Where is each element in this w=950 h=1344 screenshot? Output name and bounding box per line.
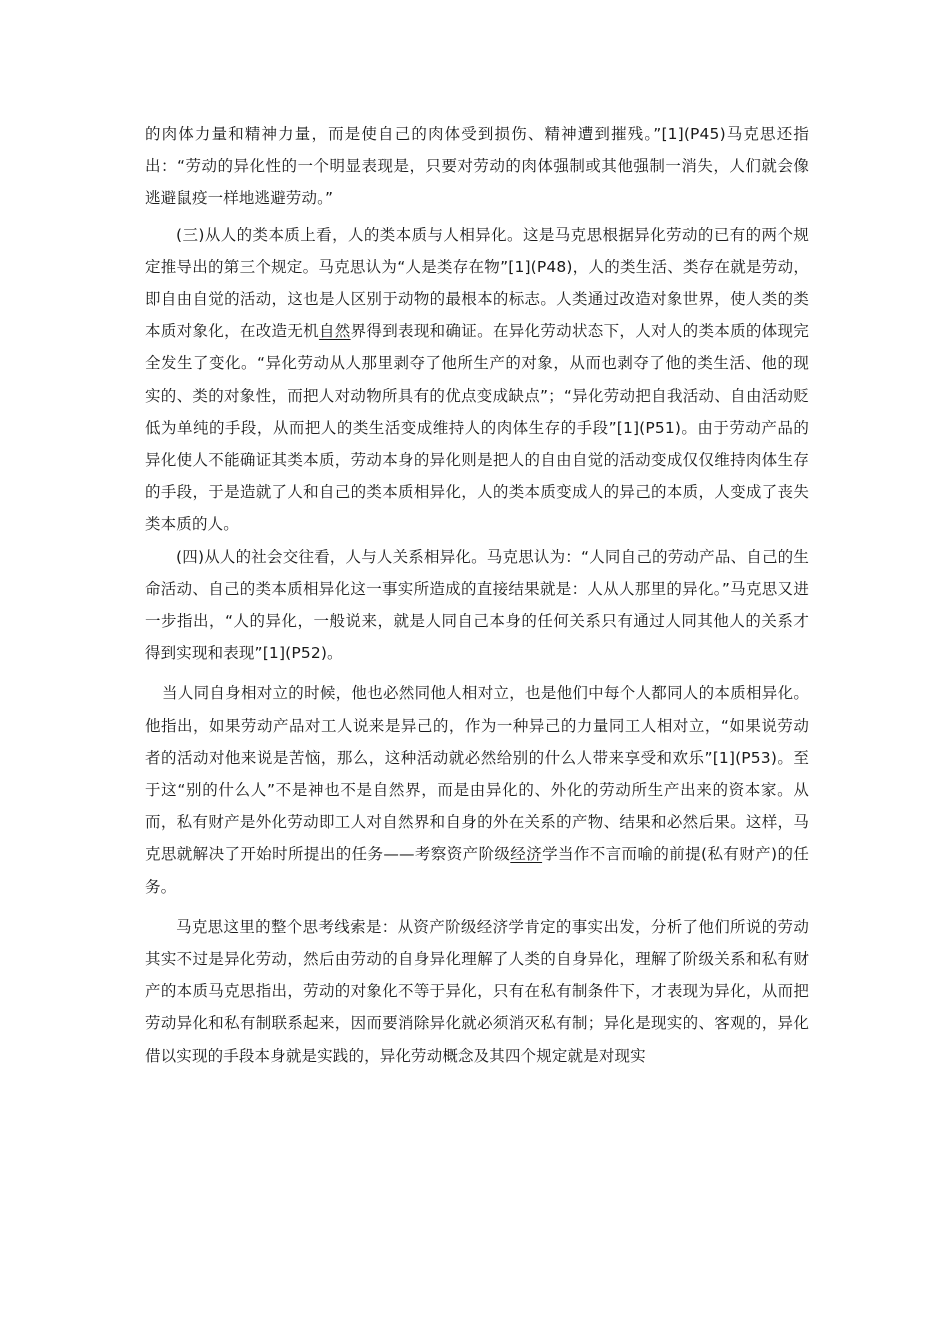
paragraph-text: (三)从人的类本质上看，人的类本质与人相异化。这是马克思根据异化劳动的已有的两个规定推导出的第三个规定。马克思认为“人是类存在物”[1](P48)，人的类生活、类存在就是劳动，即自由自觉的活动，这也是人区别于动物的最根本的标志。人类通过改造对象世界，使人类的类本质对象化，在改造无机 xyxy=(145,225,809,341)
paragraph-text: 当人同自身相对立的时候，他也必然同他人相对立，也是他们中每个人都同人的本质相异化。他指出，如果劳动产品对工人说来是异己的，作为一种异己的力量同工人相对立，“如果说劳动者的活动对他来说是苦恼，那么，这种活动就必然给别的什么人带来享受和欢乐”[1](P53)。至于这“别的什么人”不是神也不是自然界，而是由异化的、外化的劳动所生产出来的资本家。从而，私有财产是外化劳动即工人对自然界和自身的外在关系的产物、结果和必然后果。这样，马克思就解决了开始时所提出的任务——考察资产阶级 xyxy=(145,684,809,864)
paragraph-text: 学当作不言而喻的前提(私有财产)的任务。 xyxy=(145,845,810,896)
paragraph-text: 马克思这里的整个思考线索是：从资产阶级经济学肯定的事实出发，分析了他们所说的劳动其实不过是异化劳动，然后由劳动的自身异化理解了人类的自身异化，理解了阶级关系和私有财产的本质马克思指出，劳动的对象化不等于异化，只有在私有制条件下，才表现为异化，从而把劳动异化和私有制联系起来，因而要消除异化就必须消灭私有制；异化是现实的、客观的，异化借以实现的手段本身就是实践的，异化劳动概念及其四个规定就是对现实 xyxy=(145,917,809,1065)
paragraph-text: (四)从人的社会交往看，人与人关系相异化。马克思认为：“人同自己的劳动产品、自己的生命活动、自己的类本质相异化这一事实所造成的直接结果就是：人从人那里的异化。”马克思又进一步指出，“人的异化，一般说来，就是人同自己本身的任何关系只有通过人同其他人的关系才得到实现和表现”[1](P52)。 xyxy=(145,547,809,663)
hyperlink-nature[interactable]: 自然 xyxy=(318,322,351,341)
paragraph-social-relations xyxy=(145,541,809,670)
paragraph-opposition xyxy=(145,677,809,902)
paragraph-text: 界得到表现和确证。在异化劳动状态下，人对人的类本质的体现完全发生了变化。“异化劳动从人那里剥夺了他所生产的对象，从而也剥夺了他的类生活、他的现实的、类的对象性，而把人对动物所具有的优点变成缺点”；“异化劳动把自我活动、自由活动贬低为单纯的手段，从而把人的类生活变成维持人的肉体生存的手段”[1](P51)。由于劳动产品的异化使人不能确证其类本质，劳动本身的异化则是把人的自由自觉的活动变成仅仅维持肉体生存的手段，于是造就了人和自己的类本质相异化，人的类本质变成人的异己的本质，人变成了丧失类本质的人。 xyxy=(145,322,810,534)
paragraph-species-essence xyxy=(145,219,809,541)
paragraph-text: 的肉体力量和精神力量，而是使自己的肉体受到损伤、精神遭到摧残。”[1](P45)马克思还指出：“劳动的异化性的一个明显表现是，只要对劳动的肉体强制或其他强制一消失，人们就会像逃避鼠疫一样地逃避劳动。” xyxy=(145,125,809,208)
paragraph-summary xyxy=(145,911,809,1072)
hyperlink-economics[interactable]: 经济 xyxy=(510,845,543,864)
document-page xyxy=(145,118,809,1072)
paragraph-continuation xyxy=(145,118,809,215)
